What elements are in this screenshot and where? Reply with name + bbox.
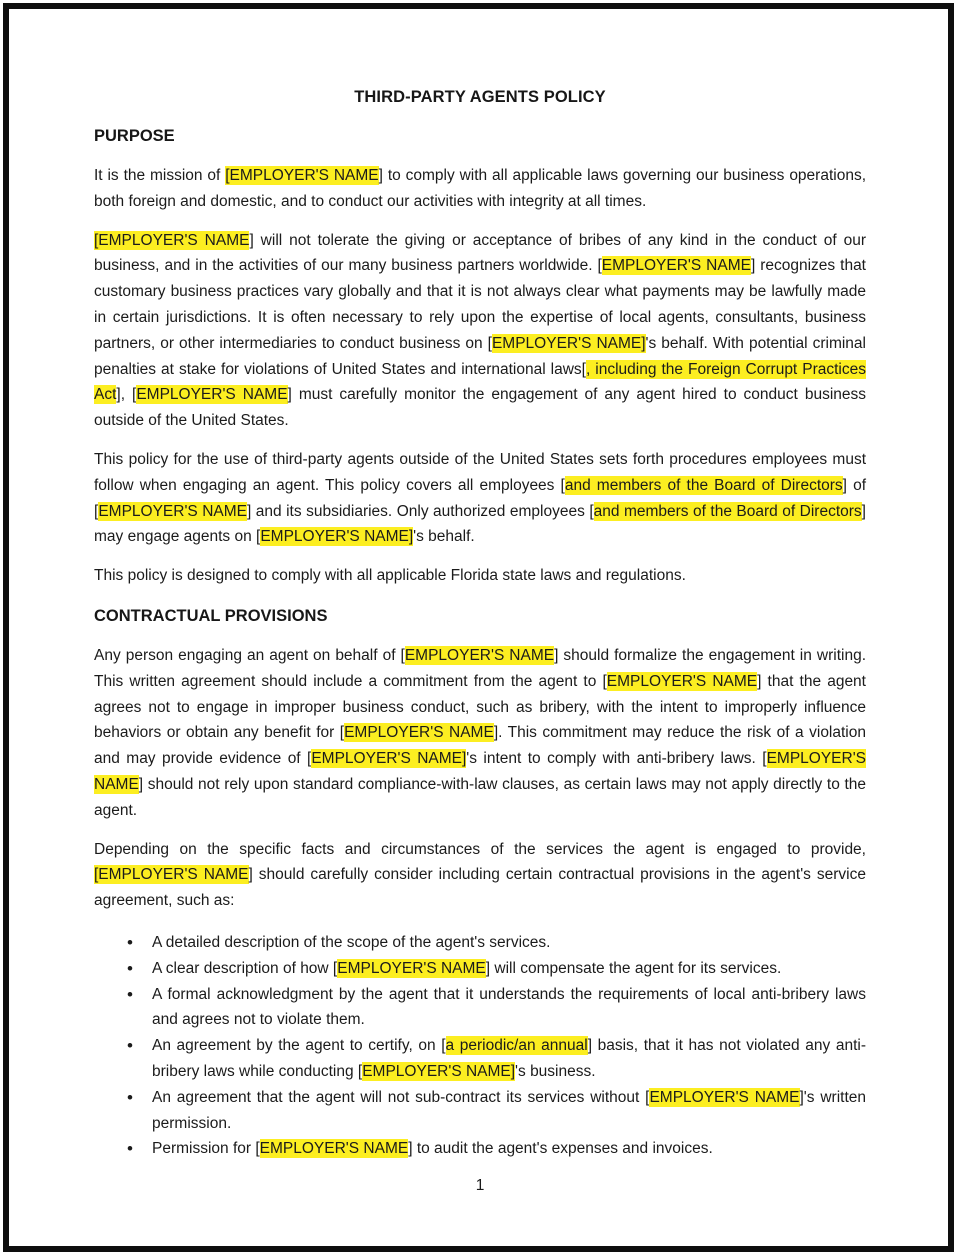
highlighted-text: and members of the Board of Directors <box>564 476 843 494</box>
highlighted-text: EMPLOYER'S NAME] <box>362 1062 516 1080</box>
text-run: ] may engage agents on [ <box>94 502 866 546</box>
highlighted-text: EMPLOYER'S NAME <box>136 386 288 404</box>
paragraph-engagement-writing <box>94 643 866 824</box>
text-run: ] must carefully monitor the engagement of any agent hired to conduct business outside of the United States. <box>94 386 867 430</box>
text-run: ] should not rely upon standard compliance-with-law clauses, as certain laws may not apply directly to the agent. <box>94 775 866 819</box>
paragraph-florida-compliance <box>94 563 866 589</box>
text-run: ] to audit the agent's expenses and invoices. <box>408 1140 713 1158</box>
highlighted-text: and members of the Board of Directors <box>593 502 862 520</box>
highlighted-text: EMPLOYER'S NAME] <box>491 334 646 352</box>
list-item <box>94 1085 866 1137</box>
text-run: A formal acknowledgment by the agent that it understands the requirements of local anti-bribery laws and agrees not to violate them. <box>152 985 866 1029</box>
list-item <box>94 956 866 982</box>
highlighted-text: EMPLOYER'S NAME <box>649 1088 800 1106</box>
purpose-heading: PURPOSE <box>94 127 175 145</box>
highlighted-text: [EMPLOYER'S NAME <box>94 231 250 249</box>
text-run: Any person engaging an agent on behalf of [ <box>94 646 405 664</box>
highlighted-text: [EMPLOYER'S NAME <box>225 167 379 184</box>
paragraph-mission <box>94 163 866 215</box>
text-run: 's behalf. <box>413 528 475 546</box>
paragraph-policy-scope <box>94 447 866 550</box>
highlighted-text: EMPLOYER'S NAME] <box>311 750 467 768</box>
text-run: A detailed description of the scope of the agent's services. <box>152 933 551 951</box>
list-item <box>94 930 866 956</box>
text-run: This policy for the use of third-party agents outside of the United States sets forth procedures employees must follow when engaging an agent. This policy covers all employees [ <box>94 450 866 494</box>
text-run: Depending on the specific facts and circumstances of the services the agent is engaged to provide, <box>94 840 866 858</box>
text-run: ] and its subsidiaries. Only authorized employees [ <box>247 502 594 520</box>
highlighted-text: EMPLOYER'S NAME <box>98 502 247 520</box>
highlighted-text: a periodic/an annual <box>445 1037 588 1055</box>
text-run: ] of [ <box>94 476 867 520</box>
highlighted-text: , including the Foreign Corrupt Practices Act <box>94 360 866 404</box>
text-run: ] will not tolerate the giving or acceptance of bribes of any kind in the conduct of our business, and in the activities of our many business partners worldwide. [ <box>94 231 867 275</box>
highlighted-text: EMPLOYER'S NAME <box>601 257 751 275</box>
text-run: Permission for [ <box>152 1140 260 1158</box>
list-item <box>94 982 866 1034</box>
text-run: ] that the agent agrees not to engage in improper business conduct, such as bribery, with the intent to improperly influence behaviors or obtain any benefit for [ <box>94 672 866 742</box>
text-run: 's intent to comply with anti-bribery laws. [ <box>466 750 767 768</box>
highlighted-text: EMPLOYER'S NAME <box>337 959 486 977</box>
highlighted-text: [EMPLOYER'S NAME <box>94 866 249 884</box>
section-purpose <box>94 127 866 589</box>
text-run: It is the mission of <box>94 167 226 184</box>
text-run: ] should formalize the engagement in writing. This written agreement should include a commitment from the agent to [ <box>94 646 866 690</box>
text-run: 's behalf. With potential criminal penalties at stake for violations of United States and international laws[ <box>94 334 866 378</box>
text-run: ]'s written permission. <box>152 1088 866 1132</box>
text-run: This policy is designed to comply with all applicable Florida state laws and regulations. <box>94 567 686 585</box>
text-run: ], [ <box>116 386 137 404</box>
text-run: ] basis, that it has not violated any anti-bribery laws while conducting [ <box>152 1037 867 1080</box>
document-title: THIRD-PARTY AGENTS POLICY <box>354 88 606 106</box>
section-contractual-provisions <box>94 607 866 1162</box>
text-run: ] to comply with all applicable laws governing our business operations, both foreign and domestic, and to conduct our activities with integrity at all times. <box>94 167 867 210</box>
list-item <box>94 1136 866 1162</box>
highlighted-text: EMPLOYER'S NAME <box>259 1140 409 1158</box>
page-number: 1 <box>475 1177 485 1195</box>
text-run: 's business. <box>515 1062 596 1080</box>
text-run: An agreement by the agent to certify, on [ <box>152 1037 446 1055</box>
highlighted-text: EMPLOYER'S NAME] <box>260 528 414 546</box>
text-run: ] recognizes that customary business practices vary globally and that it is not always clear what payments may be lawfully made in certain jurisdictions. It is often necessary to rely upon the expertise of local agents, consultants, business partners, or other intermediaries to conduct business on [ <box>94 257 866 352</box>
contractual-provisions-heading: CONTRACTUAL PROVISIONS <box>94 606 328 625</box>
paragraph-depending-facts <box>94 837 866 914</box>
text-run: A clear description of how [ <box>152 959 338 977</box>
highlighted-text: EMPLOYER'S NAME <box>344 724 494 742</box>
highlighted-text: EMPLOYER'S NAME <box>404 646 555 664</box>
highlighted-text: EMPLOYER'S NAME <box>94 750 866 793</box>
text-run: An agreement that the agent will not sub-contract its services without [ <box>152 1088 650 1106</box>
list-item <box>94 1033 866 1085</box>
paragraph-bribes <box>94 228 866 434</box>
provisions-bullet-list <box>94 930 866 1162</box>
text-run: ] will compensate the agent for its services. <box>485 959 782 977</box>
text-run: ]. This commitment may reduce the risk of a violation and may provide evidence of [ <box>94 724 866 768</box>
text-run: ] should carefully consider including certain contractual provisions in the agent's service agreement, such as: <box>94 866 866 910</box>
highlighted-text: EMPLOYER'S NAME <box>606 672 758 690</box>
